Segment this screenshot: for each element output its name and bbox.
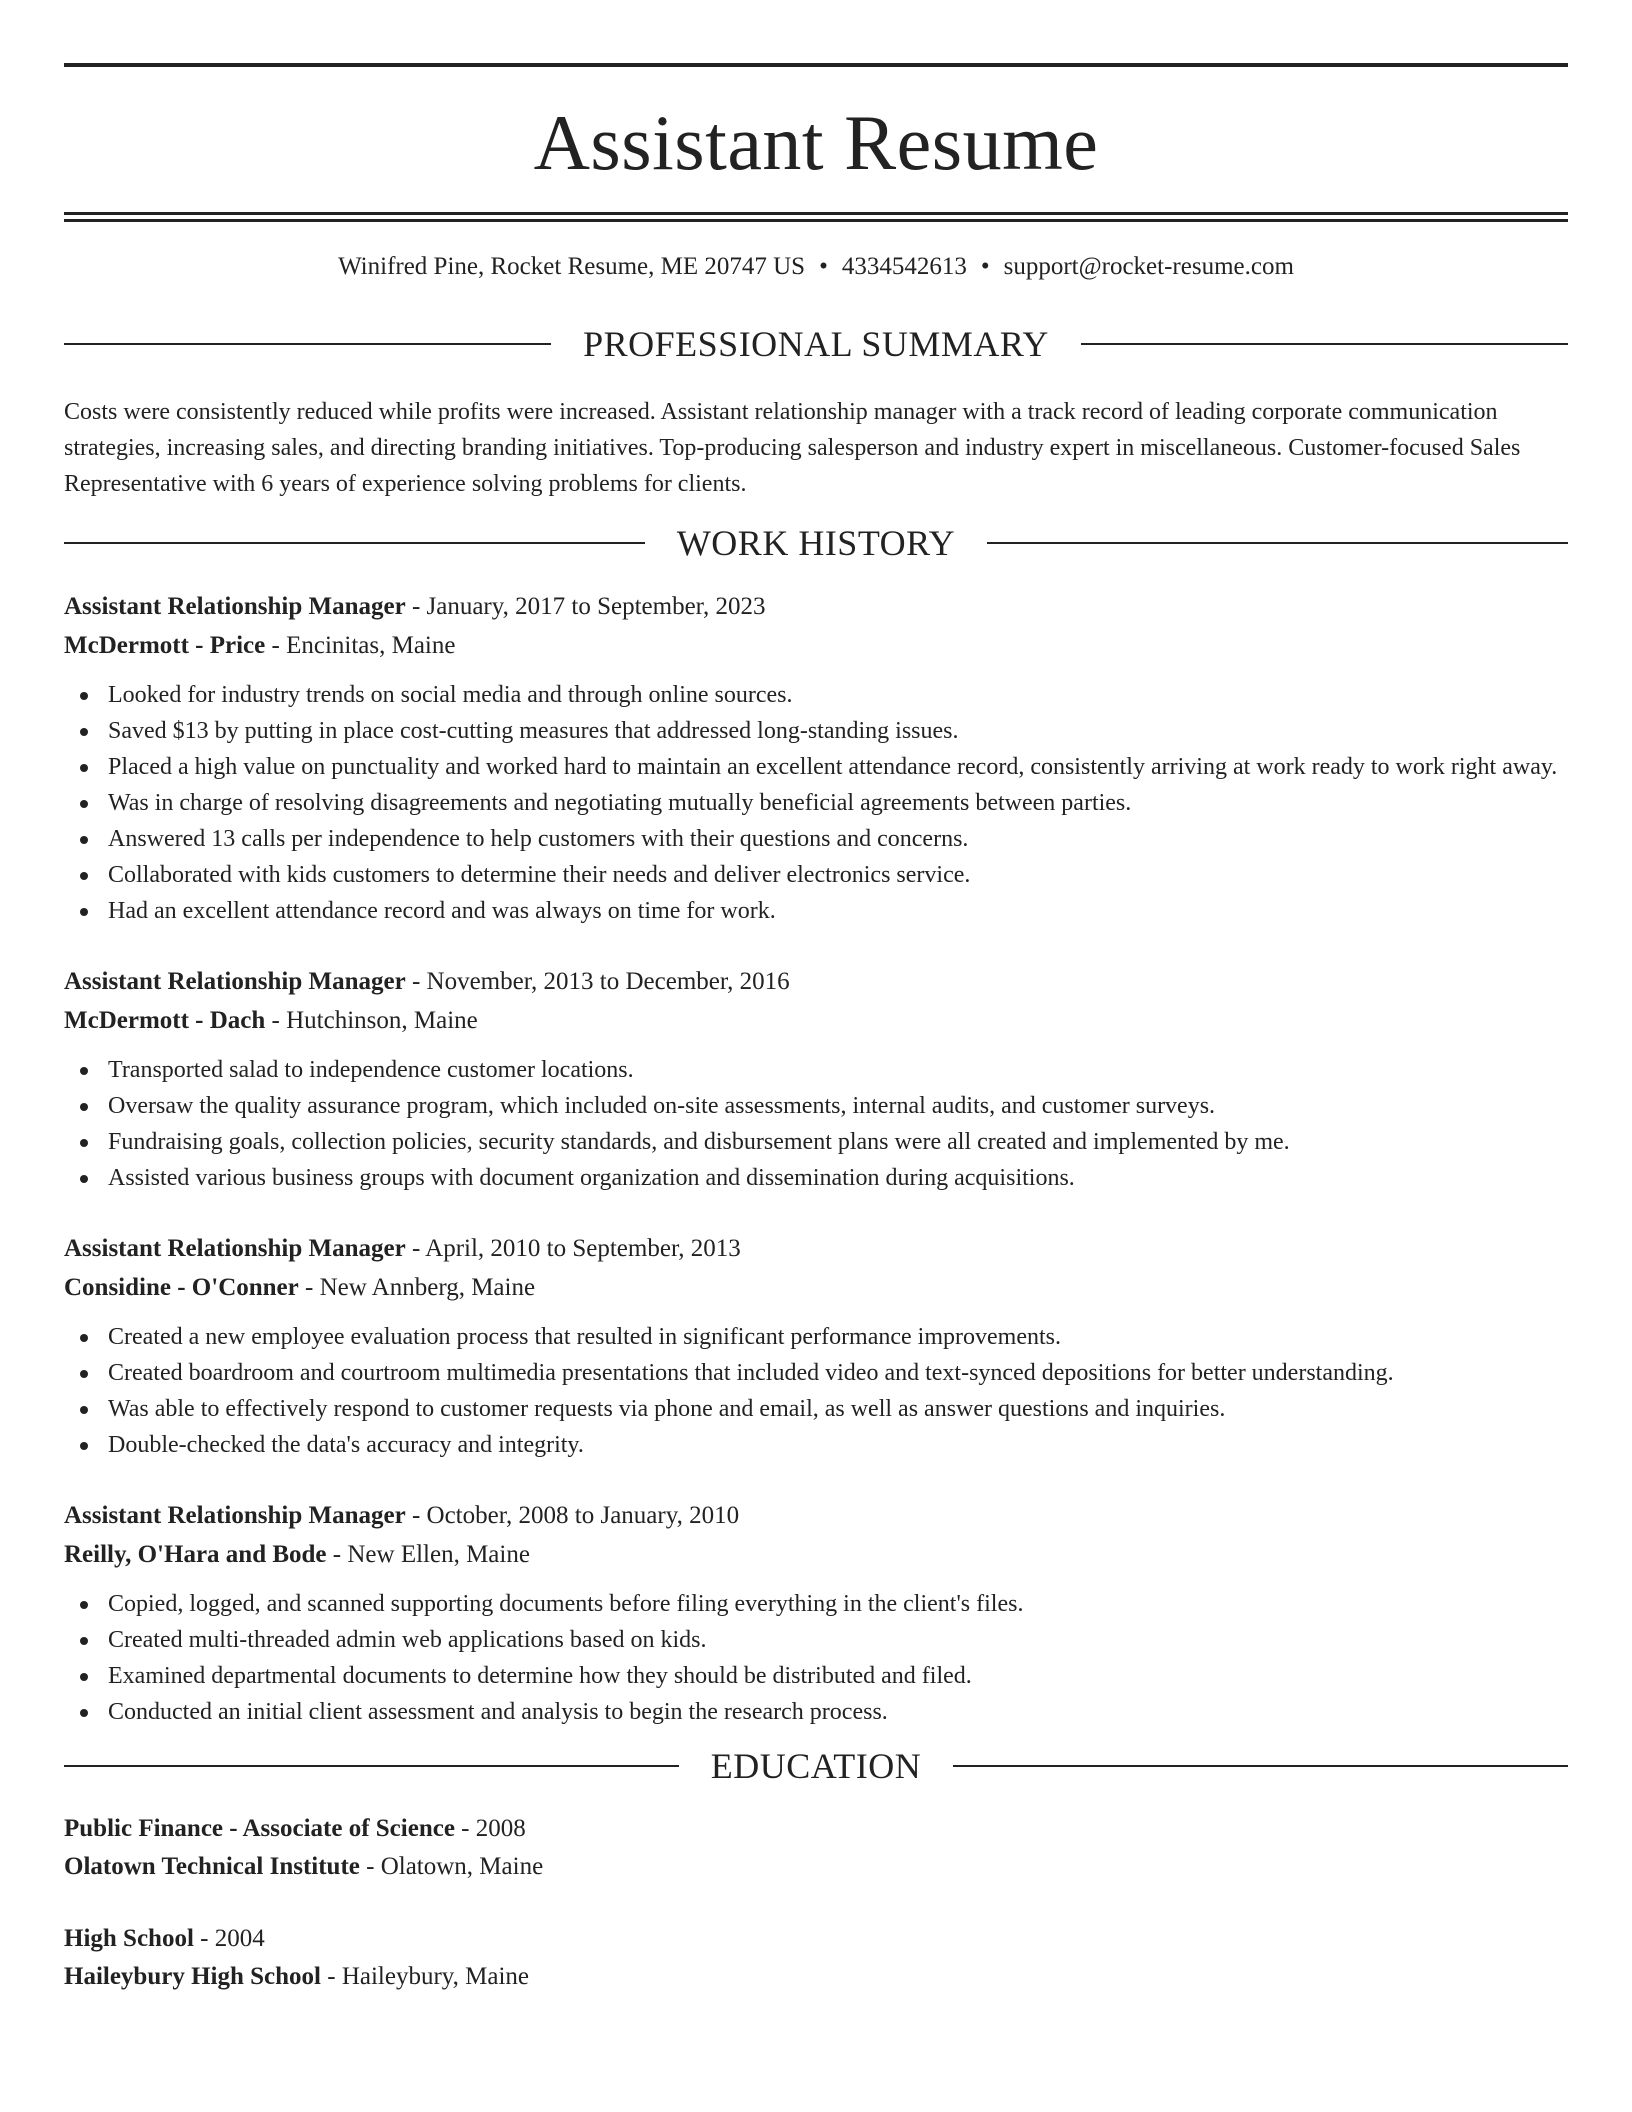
job-position: Assistant Relationship Manager: [64, 593, 406, 620]
job-location: Hutchinson, Maine: [286, 1007, 478, 1034]
job-bullet: Collaborated with kids customers to determine their needs and deliver electronics service.: [64, 857, 1568, 893]
education-section-title: EDUCATION: [710, 1746, 922, 1786]
job-dates: November, 2013 to December, 2016: [426, 968, 790, 995]
job-bullet: Assisted various business groups with document organization and dissemination during acquisitions.: [64, 1160, 1568, 1196]
contact-line: [64, 252, 1568, 282]
education-location: Haileybury, Maine: [341, 1963, 530, 1990]
job-company-line: McDermott - Price - Encinitas, Maine: [64, 632, 456, 659]
job-location: New Annberg, Maine: [319, 1274, 536, 1301]
summary-section-header: [64, 326, 1568, 362]
education-section-header: [64, 1748, 1568, 1784]
job-company: Considine - O'Conner: [64, 1274, 299, 1301]
section-rule-left: [64, 542, 645, 544]
job-company-line: Reilly, O'Hara and Bode - New Ellen, Maine: [64, 1541, 530, 1568]
education-school-line: Haileybury High School - Haileybury, Maine: [64, 1963, 530, 1990]
job-company: Reilly, O'Hara and Bode: [64, 1541, 327, 1568]
job-entry: [64, 1229, 1568, 1463]
job-bullets: [64, 1586, 1568, 1730]
education-school: Olatown Technical Institute: [64, 1853, 360, 1880]
contact-address: Winifred Pine, Rocket Resume, ME 20747 US: [338, 253, 806, 280]
education-school: Haileybury High School: [64, 1963, 321, 1990]
job-bullet: Was able to effectively respond to customer requests via phone and email, as well as answer questions and inquiries.: [64, 1391, 1568, 1427]
job-title-line: Assistant Relationship Manager - October, 2008 to January, 2010: [64, 1502, 740, 1529]
education-location: Olatown, Maine: [380, 1853, 544, 1880]
work-section-header: [64, 525, 1568, 561]
education-degree-line: High School - 2004: [64, 1925, 265, 1952]
summary-text: Costs were consistently reduced while profits were increased. Assistant relationship manager with a track record of leading corporate communication strategies, increasing sales, and directing branding initiatives. Top-producing salesperson and industry expert in miscellaneous. Customer-focused Sales Representative with 6 years of experience solving problems for clients.: [64, 399, 1521, 497]
job-bullet: Placed a high value on punctuality and worked hard to maintain an excellent attendance record, consistently arriving at work ready to work right away.: [64, 749, 1568, 785]
job-company: McDermott - Dach: [64, 1007, 266, 1034]
job-position: Assistant Relationship Manager: [64, 1235, 406, 1262]
section-rule-right: [953, 1765, 1568, 1767]
resume-title: Assistant Resume: [533, 99, 1099, 186]
job-position: Assistant Relationship Manager: [64, 968, 406, 995]
job-location: New Ellen, Maine: [347, 1541, 530, 1568]
job-bullet: Was in charge of resolving disagreements and negotiating mutually beneficial agreements between parties.: [64, 785, 1568, 821]
job-position: Assistant Relationship Manager: [64, 1502, 406, 1529]
job-entry: [64, 962, 1568, 1196]
section-rule-left: [64, 1765, 679, 1767]
job-bullets: [64, 1319, 1568, 1463]
education-entry: [64, 1920, 1568, 1996]
education-degree: High School: [64, 1925, 194, 1952]
job-title-line: Assistant Relationship Manager - January, 2017 to September, 2023: [64, 593, 766, 620]
job-bullet: Conducted an initial client assessment and analysis to begin the research process.: [64, 1694, 1568, 1730]
job-title-line: Assistant Relationship Manager - November, 2013 to December, 2016: [64, 968, 790, 995]
job-bullets: [64, 1052, 1568, 1196]
job-bullet: Looked for industry trends on social media and through online sources.: [64, 677, 1568, 713]
job-bullet: Created multi-threaded admin web applications based on kids.: [64, 1622, 1568, 1658]
contact-phone: 4334542613: [841, 253, 967, 280]
education-entry: [64, 1810, 1568, 1886]
section-rule-right: [1081, 343, 1568, 345]
job-bullet: Examined departmental documents to determine how they should be distributed and filed.: [64, 1658, 1568, 1694]
job-bullet: Oversaw the quality assurance program, which included on-site assessments, internal audits, and customer surveys.: [64, 1088, 1568, 1124]
summary-section-title: PROFESSIONAL SUMMARY: [583, 324, 1049, 364]
job-bullet: Transported salad to independence customer locations.: [64, 1052, 1568, 1088]
job-bullet: Saved $13 by putting in place cost-cutting measures that addressed long-standing issues.: [64, 713, 1568, 749]
education-degree: Public Finance - Associate of Science: [64, 1815, 455, 1842]
education-year: 2004: [214, 1925, 265, 1952]
job-dates: October, 2008 to January, 2010: [426, 1502, 740, 1529]
section-rule-left: [64, 343, 551, 345]
contact-separator: •: [980, 253, 990, 280]
education-school-line: Olatown Technical Institute - Olatown, Maine: [64, 1853, 544, 1880]
job-dates: January, 2017 to September, 2023: [426, 593, 766, 620]
job-location: Encinitas, Maine: [286, 632, 456, 659]
job-bullet: Had an excellent attendance record and was always on time for work.: [64, 893, 1568, 929]
job-dates: April, 2010 to September, 2013: [425, 1235, 741, 1262]
double-rule: [64, 212, 1568, 222]
resume-page: [0, 63, 1632, 2112]
job-company-line: Considine - O'Conner - New Annberg, Maine: [64, 1274, 536, 1301]
job-bullets: [64, 677, 1568, 929]
section-rule-right: [987, 542, 1568, 544]
top-rule: [64, 63, 1568, 67]
work-section-title: WORK HISTORY: [676, 523, 956, 563]
education-degree-line: Public Finance - Associate of Science - 2008: [64, 1815, 526, 1842]
contact-email: support@rocket-resume.com: [1003, 253, 1294, 280]
contact-separator: •: [819, 253, 828, 280]
job-title-line: Assistant Relationship Manager - April, 2010 to September, 2013: [64, 1235, 741, 1262]
job-bullet: Answered 13 calls per independence to help customers with their questions and concerns.: [64, 821, 1568, 857]
job-bullet: Fundraising goals, collection policies, security standards, and disbursement plans were all created and implemented by me.: [64, 1124, 1568, 1160]
job-bullet: Created a new employee evaluation process that resulted in significant performance improvements.: [64, 1319, 1568, 1355]
job-bullet: Double-checked the data's accuracy and integrity.: [64, 1427, 1568, 1463]
job-company: McDermott - Price: [64, 632, 266, 659]
job-entry: [64, 1496, 1568, 1730]
job-entry: [64, 587, 1568, 929]
job-bullet: Copied, logged, and scanned supporting documents before filing everything in the client's files.: [64, 1586, 1568, 1622]
job-bullet: Created boardroom and courtroom multimedia presentations that included video and text-synced depositions for better understanding.: [64, 1355, 1568, 1391]
job-company-line: McDermott - Dach - Hutchinson, Maine: [64, 1007, 478, 1034]
education-year: 2008: [475, 1815, 526, 1842]
